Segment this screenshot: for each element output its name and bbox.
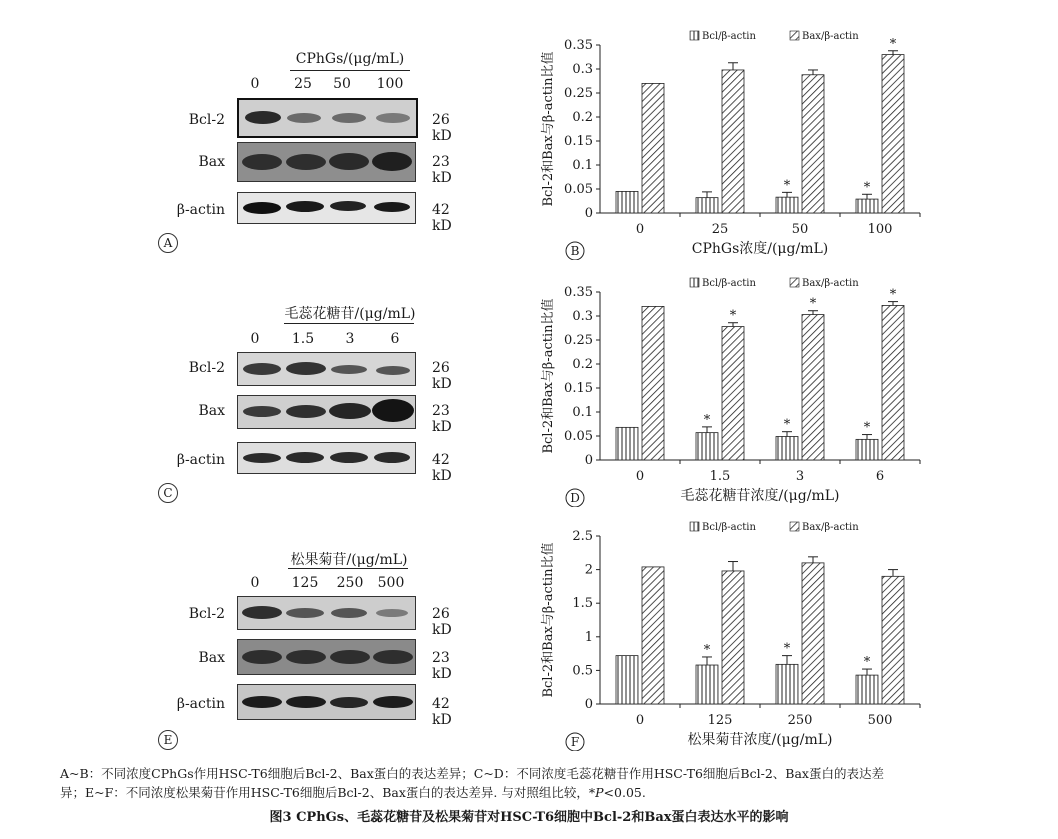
kd-label: 26 kD <box>432 360 452 392</box>
blot-strip-bax <box>237 639 416 675</box>
significance-star: * <box>729 308 737 324</box>
bar-bcl <box>696 665 718 704</box>
lane-label: 0 <box>250 76 260 92</box>
x-axis-title: 毛蕊花糖苷浓度/(μg/mL) <box>680 488 840 504</box>
x-tick-label: 0 <box>635 713 645 728</box>
x-tick-label: 100 <box>867 222 893 237</box>
panel-letter: C <box>158 483 178 503</box>
y-tick-label: 0.35 <box>564 285 593 300</box>
lane-label: 50 <box>333 76 351 92</box>
significance-star: * <box>783 178 791 194</box>
bar-bcl <box>616 191 638 213</box>
y-tick-label: 0 <box>584 453 593 468</box>
panel-letter: B <box>570 244 580 258</box>
significance-star: * <box>783 417 791 433</box>
y-tick-label: 0.2 <box>572 357 593 372</box>
bar-bcl <box>696 433 718 460</box>
row-label-actin: β-actin <box>176 452 225 468</box>
y-tick-label: 0.5 <box>572 663 593 679</box>
y-tick-label: 0.3 <box>572 62 593 77</box>
y-tick-label: 1.5 <box>572 596 593 612</box>
bar-bax <box>882 305 904 460</box>
bar-bcl <box>776 436 798 460</box>
blot-title: CPhGs/(μg/mL) <box>295 51 405 67</box>
y-tick-label: 0.1 <box>572 405 593 420</box>
bar-bax <box>642 83 664 213</box>
blot-strip-bcl2 <box>237 98 418 138</box>
lane-label: 100 <box>376 76 404 92</box>
row-label-actin: β-actin <box>176 202 225 218</box>
legend-label: Bcl/β-actin <box>702 278 756 289</box>
figure-title: 图3 CPhGs、毛蕊花糖苷及松果菊苷对HSC-T6细胞中Bcl-2和Bax蛋白表达水平的影响 <box>269 810 789 825</box>
panel-letter: D <box>570 491 580 505</box>
bar-bax <box>882 576 904 704</box>
y-axis-title: Bcl-2和Bax与β-actin比值 <box>541 51 556 207</box>
blot-strip-actin <box>237 192 416 224</box>
blot-title-underline <box>290 70 410 71</box>
row-label-bcl2: Bcl-2 <box>188 360 225 376</box>
lane-label: 0 <box>250 331 260 347</box>
figure-caption <box>60 764 1040 802</box>
x-tick-label: 25 <box>711 222 729 237</box>
x-tick-label: 0 <box>635 469 645 484</box>
caption-p-threshold: <0.05. <box>603 785 646 800</box>
bar-bcl <box>776 664 798 704</box>
x-tick-label: 1.5 <box>709 469 731 484</box>
row-label-actin: β-actin <box>176 696 225 712</box>
caption-line-2-text: 异；E~F：不同浓度松果菊苷作用HSC-T6细胞后Bcl-2、Bax蛋白的表达差异. 与对照组比较， <box>60 785 589 800</box>
y-tick-label: 0.2 <box>572 110 593 125</box>
kd-label: 26 kD <box>432 112 452 144</box>
y-tick-label: 0.15 <box>564 381 593 396</box>
x-tick-label: 250 <box>787 713 813 728</box>
legend-label: Bax/β-actin <box>802 278 859 289</box>
y-tick-label: 0.35 <box>564 38 593 53</box>
legend-swatch <box>790 522 799 531</box>
lane-label: 1.5 <box>291 331 315 347</box>
bar-bcl <box>856 675 878 704</box>
y-tick-label: 1 <box>584 629 593 645</box>
legend-label: Bax/β-actin <box>802 31 859 42</box>
legend-label: Bcl/β-actin <box>702 522 756 533</box>
significance-star: * <box>863 180 871 196</box>
significance-star: * <box>863 420 871 436</box>
lane-label: 0 <box>250 575 260 591</box>
bar-chart-b <box>520 25 940 260</box>
y-tick-label: 0.3 <box>572 309 593 324</box>
lane-label: 125 <box>291 575 319 591</box>
y-tick-label: 0 <box>584 206 593 221</box>
x-tick-label: 6 <box>875 469 885 484</box>
bar-bax <box>642 567 664 704</box>
caption-p-value: *P <box>588 785 604 800</box>
x-axis-title: CPhGs浓度/(μg/mL) <box>691 241 829 257</box>
bar-bax <box>802 563 824 704</box>
y-axis-title: Bcl-2和Bax与β-actin比值 <box>541 298 556 454</box>
blot-strip-actin <box>237 684 416 720</box>
lane-label: 3 <box>345 331 355 347</box>
lane-label: 6 <box>390 331 400 347</box>
legend-swatch <box>790 31 799 40</box>
row-label-bcl2: Bcl-2 <box>188 112 225 128</box>
bar-bcl <box>616 427 638 460</box>
blot-strip-actin <box>237 442 416 474</box>
legend-swatch <box>690 522 699 531</box>
bar-bcl <box>696 198 718 213</box>
blot-title: 毛蕊花糖苷/(μg/mL) <box>284 306 416 322</box>
y-tick-label: 0.25 <box>564 333 593 348</box>
y-tick-label: 0.1 <box>572 158 593 173</box>
y-tick-label: 0.25 <box>564 86 593 101</box>
y-tick-label: 0.05 <box>564 429 593 444</box>
panel-letter: A <box>158 233 178 253</box>
row-label-bax: Bax <box>198 403 225 419</box>
x-axis-title: 松果菊苷浓度/(μg/mL) <box>687 732 833 748</box>
row-label-bax: Bax <box>198 154 225 170</box>
bar-chart-d <box>520 272 940 507</box>
y-tick-label: 0.15 <box>564 134 593 149</box>
blot-strip-bcl2 <box>237 596 416 630</box>
blot-strip-bax <box>237 395 416 429</box>
blot-title-underline <box>288 568 408 569</box>
legend-label: Bax/β-actin <box>802 522 859 533</box>
blot-strip-bcl2 <box>237 352 416 386</box>
y-tick-label: 2 <box>584 562 593 578</box>
bar-bax <box>722 571 744 704</box>
y-axis-title: Bcl-2和Bax与β-actin比值 <box>541 542 556 698</box>
significance-star: * <box>783 641 791 657</box>
significance-star: * <box>863 655 871 671</box>
blot-title-underline <box>284 323 414 324</box>
bar-bax <box>882 55 904 213</box>
blot-strip-bax <box>237 142 416 182</box>
legend-swatch <box>790 278 799 287</box>
kd-label: 26 kD <box>432 606 452 638</box>
bar-bcl <box>856 439 878 460</box>
legend-swatch <box>690 31 699 40</box>
y-tick-label: 2.5 <box>572 529 593 544</box>
bar-bax <box>802 75 824 213</box>
x-tick-label: 125 <box>707 713 733 728</box>
lane-label: 25 <box>294 76 312 92</box>
panel-letter: E <box>158 730 178 750</box>
kd-label: 42 kD <box>432 452 452 484</box>
x-tick-label: 50 <box>791 222 809 237</box>
row-label-bcl2: Bcl-2 <box>188 606 225 622</box>
lane-label: 500 <box>377 575 405 591</box>
row-label-bax: Bax <box>198 650 225 666</box>
bar-bax <box>642 306 664 460</box>
significance-star: * <box>889 36 897 52</box>
bar-bax <box>802 315 824 460</box>
significance-star: * <box>703 642 711 658</box>
bar-bcl <box>856 199 878 213</box>
bar-bax <box>722 327 744 460</box>
x-tick-label: 3 <box>795 469 805 484</box>
legend-label: Bcl/β-actin <box>702 31 756 42</box>
kd-label: 42 kD <box>432 202 452 234</box>
x-tick-label: 500 <box>867 713 893 728</box>
legend-swatch <box>690 278 699 287</box>
lane-label: 250 <box>336 575 364 591</box>
significance-star: * <box>809 296 817 312</box>
kd-label: 23 kD <box>432 154 452 186</box>
bar-bcl <box>616 656 638 704</box>
significance-star: * <box>889 287 897 303</box>
y-tick-label: 0.05 <box>564 182 593 197</box>
kd-label: 23 kD <box>432 403 452 435</box>
x-tick-label: 0 <box>635 222 645 237</box>
caption-line-2 <box>60 783 1040 802</box>
bar-chart-f <box>520 516 940 751</box>
blot-title: 松果菊苷/(μg/mL) <box>290 552 408 568</box>
kd-label: 42 kD <box>432 696 452 728</box>
bar-bcl <box>776 197 798 213</box>
significance-star: * <box>703 412 711 428</box>
caption-line-1: A~B：不同浓度CPhGs作用HSC-T6细胞后Bcl-2、Bax蛋白的表达差异；C~D：不同浓度毛蕊花糖苷作用HSC-T6细胞后Bcl-2、Bax蛋白的表达差 <box>60 766 884 781</box>
kd-label: 23 kD <box>432 650 452 682</box>
y-tick-label: 0 <box>584 697 593 712</box>
panel-letter: F <box>570 735 580 749</box>
bar-bax <box>722 70 744 213</box>
